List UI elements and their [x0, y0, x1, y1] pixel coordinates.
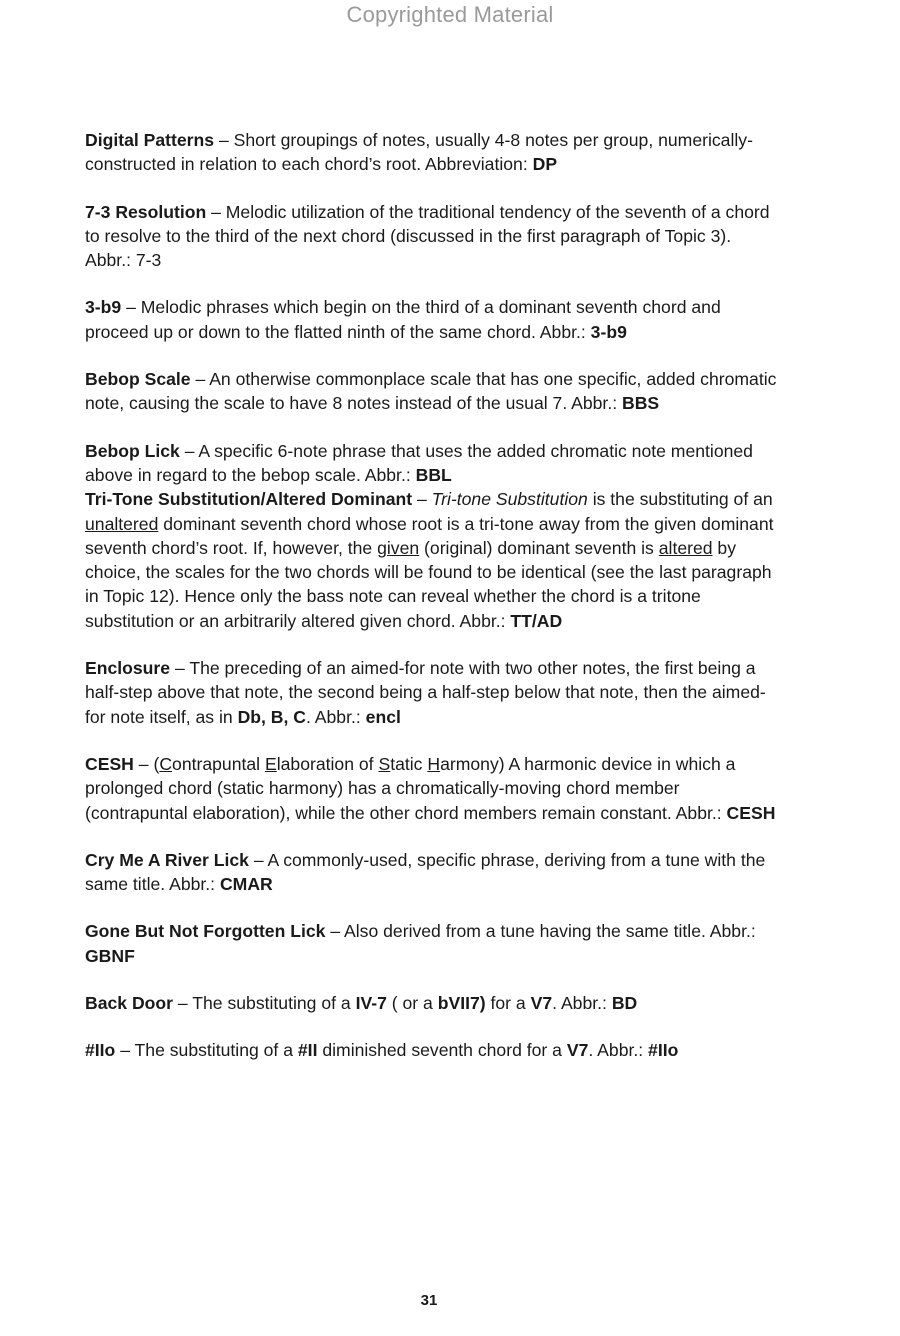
term: #IIo	[85, 1040, 116, 1061]
entry-7-3-resolution	[85, 200, 780, 273]
entry-tritone-substitution	[85, 487, 780, 633]
italic-term: Tri-tone Substitution	[431, 489, 588, 510]
term: Digital Patterns	[85, 130, 215, 150]
page-number: 31	[420, 1292, 438, 1309]
definition-part: armony) A harmonic device in which a prolonged chord (static harmony) has a chromatically-moving chord member (contrapuntal elaboration), while the other chord members remain constant. Abbr.:	[85, 753, 736, 823]
entry-cesh	[85, 752, 780, 825]
acronym-letter: S	[378, 753, 391, 774]
definition-part: by choice, the scales for the two chords will be found to be identical (see the last paragraph in Topic 12). Hence only the bass note can reveal whether the chord is a tritone substitution or an arbitrarily altered given chord. Abbr.:	[85, 537, 772, 631]
definition-part: for a	[485, 993, 531, 1014]
definition-part: ontrapuntal	[172, 753, 265, 774]
definition: – Short groupings of notes, usually 4-8 notes per group, numerically-constructed in relation to each chord’s root. Abbreviation:	[85, 130, 753, 175]
abbreviation: CESH	[726, 802, 776, 823]
definition-part: . Abbr.:	[552, 993, 612, 1014]
entry-sharp-ii-diminished	[85, 1038, 780, 1062]
definition-part: – The substituting of a	[173, 993, 356, 1014]
definition-part: ( or a	[386, 993, 438, 1014]
definition: – An otherwise commonplace scale that has one specific, added chromatic note, causing the scale to have 8 notes instead of the usual 7. Abbr.:	[85, 369, 777, 414]
copyright-watermark: Copyrighted Material	[346, 2, 554, 27]
term: Back Door	[85, 993, 173, 1014]
definition-part: is the substituting of an	[587, 489, 773, 510]
term: Bebop Lick	[85, 440, 180, 461]
definition-part: tatic	[390, 753, 428, 774]
term: Bebop Scale	[85, 369, 191, 390]
note-example: Db, B, C	[237, 706, 306, 727]
entry-gone-but-not-forgotten-lick	[85, 919, 780, 968]
acronym-letter: E	[264, 753, 277, 774]
term: Cry Me A River Lick	[85, 849, 249, 870]
definition-part: –	[412, 489, 432, 510]
underlined-word: given	[377, 537, 420, 558]
entry-bebop-scale	[85, 367, 780, 416]
abbreviation: BBS	[621, 393, 660, 414]
entry-3-b9	[85, 295, 780, 344]
definition: – Melodic phrases which begin on the third of a dominant seventh chord and proceed up or down to the flatted ninth of the same chord. Abbr.:	[85, 297, 721, 342]
entry-back-door	[85, 991, 780, 1015]
entry-enclosure	[85, 656, 780, 729]
abbreviation: GBNF	[85, 945, 135, 966]
term: Gone But Not Forgotten Lick	[85, 921, 326, 942]
chord-symbol: V7	[530, 993, 553, 1014]
definition-part: . Abbr.:	[588, 1040, 649, 1061]
definition: – A specific 6-note phrase that uses the added chromatic note mentioned above in regard to the bebop scale. Abbr.:	[85, 440, 753, 485]
abbreviation: #IIo	[648, 1040, 679, 1061]
term: 7-3 Resolution	[85, 201, 207, 222]
acronym-letter: C	[159, 753, 173, 774]
definition: – A commonly-used, specific phrase, deriving from a tune with the same title. Abbr.:	[85, 849, 766, 895]
definition: – Also derived from a tune having the same title. Abbr.:	[325, 921, 756, 942]
abbreviation: CMAR	[219, 874, 273, 895]
glossary-body	[85, 128, 780, 1086]
definition-part: – (	[133, 753, 160, 774]
abbreviation: encl	[365, 706, 401, 727]
underlined-word: unaltered	[85, 513, 159, 534]
definition-part: – The substituting of a	[115, 1040, 298, 1061]
chord-symbol: #II	[297, 1040, 318, 1061]
definition-part: diminished seventh chord for a	[317, 1040, 567, 1061]
term: 3-b9	[85, 297, 122, 318]
definition-part: laboration of	[276, 753, 379, 774]
abbreviation: 3-b9	[590, 321, 627, 342]
entry-digital-patterns	[85, 128, 780, 177]
acronym-letter: H	[427, 753, 441, 774]
entry-bebop-lick	[85, 439, 780, 488]
definition-part: dominant seventh chord whose root is a tri-tone away from the given dominant seventh chord’s root. If, however, the	[85, 513, 774, 558]
entry-cry-me-a-river-lick	[85, 848, 780, 897]
definition-part: – The preceding of an aimed-for note with two other notes, the first being a half-step above that note, the second being a half-step below that note, then the aimed-for note itself, as in	[85, 658, 766, 727]
term: Tri-Tone Substitution/Altered Dominant	[85, 489, 413, 510]
term: CESH	[85, 753, 134, 774]
definition-part: (original) dominant seventh is	[419, 537, 659, 558]
abbreviation: BBL	[415, 464, 452, 485]
chord-symbol: bVII7)	[437, 993, 486, 1014]
definition-part: . Abbr.:	[305, 706, 366, 727]
abbreviation: TT/AD	[510, 610, 563, 631]
term: Enclosure	[85, 658, 171, 679]
chord-symbol: IV-7	[355, 993, 387, 1014]
abbreviation: BD	[611, 993, 638, 1014]
chord-symbol: V7	[566, 1040, 589, 1061]
abbreviation: DP	[532, 154, 558, 175]
underlined-word: altered	[658, 537, 713, 558]
definition: – Melodic utilization of the traditional tendency of the seventh of a chord to resolve to the third of the next chord (discussed in the first paragraph of Topic 3). Abbr.: 7-3	[85, 201, 770, 271]
